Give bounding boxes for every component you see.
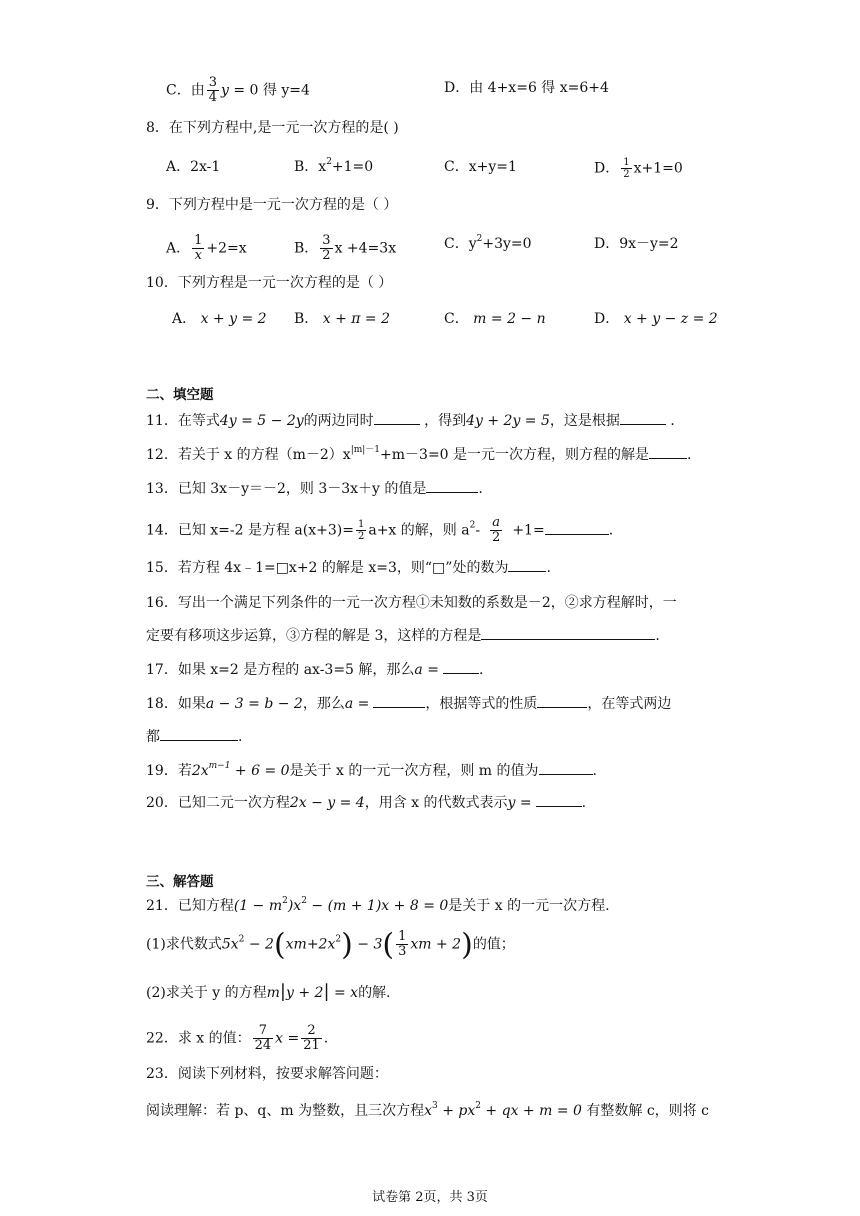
q18-line-1: 18．如果a − 3 = b − 2，那么a = ，根据等式的性质 ，在等式两边 <box>146 693 671 714</box>
answer-blank[interactable] <box>649 444 687 459</box>
q23-stem: 23．阅读下列材料，按要求解答问题： <box>146 1066 388 1082</box>
fraction: $\frac{3}{4}$ <box>208 75 217 105</box>
fraction: $\frac{3}{2}$ <box>322 233 331 263</box>
q17: 17．如果 x=2 是方程的 ax-3=5 解，那么a = . <box>146 659 483 680</box>
fraction: $\frac{7}{24}$ <box>254 1023 272 1053</box>
q16-line-2: 定要有移项这步运算，③方程的解是 3，这样的方程是 . <box>146 625 660 646</box>
q8-option-b: B．$x^2+1=0$ <box>294 157 374 175</box>
q8-option-a: A．2x-1 <box>166 159 221 175</box>
q19: 19．若$2x^{m-1} + 6 = 0$是关于 x 的一元一次方程，则 m 的值为 . <box>146 761 597 779</box>
q9-option-c: C．$y^2+3y=0$ <box>444 234 532 252</box>
q22: 22．求 x 的值： $\frac{7}{24}$ x = $\frac{2}{21}$ . <box>146 1023 329 1053</box>
fraction: $\frac{1}{x}$ <box>194 233 203 263</box>
answer-blank[interactable] <box>443 659 479 674</box>
answer-blank[interactable] <box>536 792 582 807</box>
page-footer: 试卷第 2页，共 3页 <box>372 1190 488 1205</box>
q21-part-1: (1)求代数式$5x^2 - 2(xm+2x^2) - 3$( $\frac{1}{3}$ xm + 2)的值； <box>146 927 515 963</box>
q16-line-1: 16．写出一个满足下列条件的一元一次方程①未知数的系数是－2，②求方程解时，一 <box>146 595 677 611</box>
q7-option-d: D．由 4+x=6 得 x=6+4 <box>444 80 609 96</box>
fraction: $\frac{1}{2}$ <box>623 157 630 180</box>
answer-blank[interactable] <box>160 726 238 741</box>
q21-stem: 21．已知方程$(1 - m^2)x^2 - (m + 1)x + 8 = 0$是关于 x 的一元一次方程. <box>146 896 610 914</box>
q12: 12．若关于 x 的方程$(m-2)x^{|m|-1}+m-3=0$ 是一元一次方程，则方程的解是 . <box>146 445 692 463</box>
q9-option-d: D．9x－y=2 <box>594 236 679 252</box>
q10-option-c: C． m = 2 − n <box>444 311 546 327</box>
q10-stem: 10．下列方程是一元一次方程的是（ ） <box>146 275 393 291</box>
section-heading-solve: 三、解答题 <box>146 874 214 890</box>
q10-option-d: D． x + y − z = 2 <box>594 311 718 327</box>
answer-blank[interactable] <box>508 557 546 572</box>
q15: 15．若方程 4x﹣1=□x+2 的解是 x=3，则“□”处的数为 . <box>146 557 551 578</box>
q21-part-2: (2)求关于 y 的方程m|y + 2| = x的解. <box>146 981 391 1002</box>
answer-blank[interactable] <box>539 760 593 775</box>
q8-stem: 8．在下列方程中,是一元一次方程的是( ) <box>146 120 399 136</box>
section-heading-fill-in: 二、填空题 <box>146 387 214 403</box>
q9-option-b: B． $\frac{3}{2}$ x +4=3x <box>294 233 397 263</box>
q14: 14．已知 x=-2 是方程 a(x+3)= $\frac{1}{2}$ a+x 的解，则 $a^2-$ $\frac{a}{2}$ +1= . <box>146 515 614 545</box>
q9-option-a: A． $\frac{1}{x}$ +2=x <box>166 233 247 263</box>
q8-option-d: D． $\frac{1}{2}$ x+1=0 <box>594 157 683 180</box>
answer-blank[interactable] <box>374 410 420 425</box>
q10-option-b: B． x + π = 2 <box>294 311 391 327</box>
q7-c-prefix: C．由 <box>166 82 205 99</box>
q11: 11．在等式4y = 5 − 2y的两边同时 ，得到4y + 2y = 5，这是根据 ． <box>146 410 684 431</box>
q10-option-a: A． x + y = 2 <box>172 311 267 327</box>
answer-blank[interactable] <box>426 478 478 493</box>
fraction: $\frac{2}{21}$ <box>303 1023 320 1053</box>
answer-blank[interactable] <box>373 693 425 708</box>
answer-blank[interactable] <box>620 410 666 425</box>
q9-stem: 9．下列方程中是一元一次方程的是（ ） <box>146 197 398 213</box>
answer-blank[interactable] <box>545 520 609 535</box>
q7-option-c: C．由 $\frac{3}{4}$ y = 0 得 y=4 <box>166 75 310 105</box>
q13: 13．已知 3x－y＝－2，则 3－3x＋y 的值是 . <box>146 478 483 499</box>
answer-blank[interactable] <box>481 625 655 640</box>
q18-line-2: 都 . <box>146 726 242 747</box>
fraction: $\frac{a}{2}$ <box>492 515 501 545</box>
fraction: $\frac{1}{2}$ <box>357 519 365 542</box>
q8-option-c: C．x+y=1 <box>444 159 517 175</box>
q20: 20．已知二元一次方程2x − y = 4，用含 x 的代数式表示y = . <box>146 792 586 813</box>
fraction: $\frac{1}{3}$ <box>398 929 407 959</box>
q23-reading: 阅读理解：若 p、q、m 为整数，且三次方程$x^3 + px^2$ + qx + m = 0 有整数解 c，则将 c <box>146 1101 709 1119</box>
answer-blank[interactable] <box>537 693 587 708</box>
